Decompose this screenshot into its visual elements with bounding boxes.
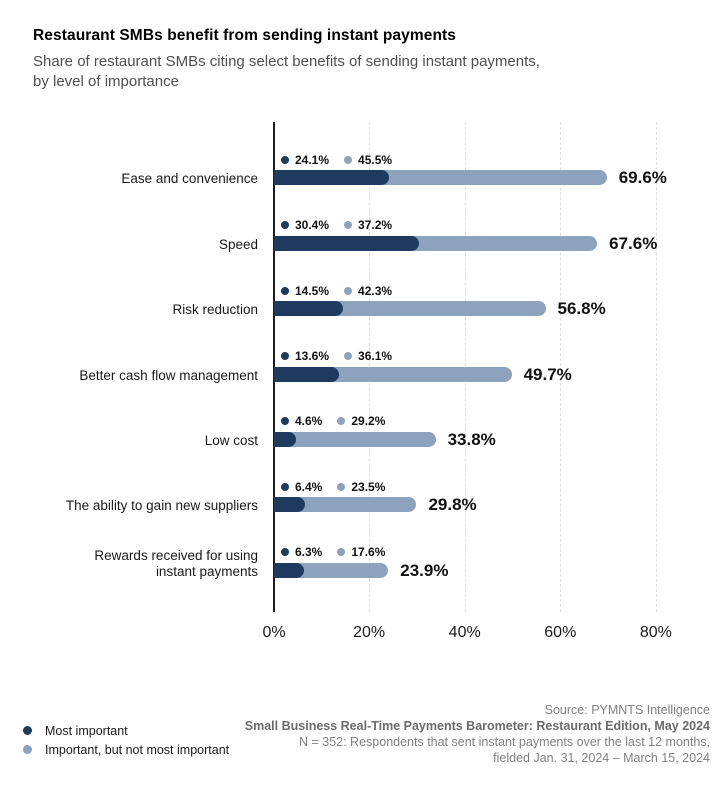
not-most-important-value: 23.5%	[351, 479, 386, 494]
category-label: Better cash flow management	[79, 367, 258, 383]
value-callouts	[281, 546, 385, 559]
source-note	[245, 703, 710, 767]
x-tick-0: 0%	[262, 624, 286, 641]
not-most-important-dot-icon	[344, 352, 352, 360]
stacked-bar	[274, 432, 436, 447]
not-most-important-value: 17.6%	[351, 545, 386, 560]
category-label: Low cost	[204, 432, 258, 448]
stacked-bar	[274, 301, 546, 316]
most-important-dot-icon	[281, 287, 289, 295]
most-important-segment	[274, 367, 339, 382]
value-callouts	[281, 284, 392, 297]
report-title-line: Small Business Real-Time Payments Barometer: Restaurant Edition, May 2024	[244, 718, 710, 733]
most-important-dot-icon	[281, 352, 289, 360]
most-important-segment	[274, 563, 304, 578]
most-important-value: 14.5%	[295, 283, 330, 298]
stacked-bar	[274, 497, 416, 512]
chart-subtitle-line2: by level of importance	[33, 72, 179, 90]
x-tick-40: 40%	[448, 624, 481, 641]
x-tick-20: 20%	[353, 624, 386, 641]
not-most-important-value: 36.1%	[358, 349, 393, 364]
value-callouts	[281, 219, 392, 232]
total-value: 67.6%	[609, 233, 658, 253]
category-label: Ease and convenience	[121, 171, 258, 187]
most-important-value: 6.3%	[295, 545, 323, 560]
fielded-dates-line: fielded Jan. 31, 2024 – March 15, 2024	[493, 750, 710, 765]
category-label: The ability to gain new suppliers	[65, 498, 258, 514]
chart-subtitle	[33, 52, 540, 91]
not-most-important-dot-icon	[337, 548, 345, 556]
chart-row	[0, 512, 725, 580]
category-label: Speed	[218, 236, 258, 252]
chart-row	[0, 185, 725, 253]
most-important-segment	[274, 497, 305, 512]
most-important-value: 6.4%	[295, 479, 323, 494]
total-value: 33.8%	[447, 429, 496, 449]
most-important-segment	[274, 301, 343, 316]
most-important-value: 4.6%	[295, 414, 323, 429]
legend-label-not-most-important: Important, but not most important	[45, 742, 230, 757]
x-tick-80: 80%	[639, 624, 672, 641]
chart-area	[0, 122, 725, 662]
most-important-segment	[274, 432, 296, 447]
category-label: Risk reduction	[172, 302, 258, 318]
chart-row	[0, 447, 725, 515]
total-value: 56.8%	[557, 299, 606, 319]
most-important-dot-icon	[281, 221, 289, 229]
value-callouts	[281, 350, 392, 363]
most-important-segment	[274, 170, 389, 185]
chart-subtitle-line1: Share of restaurant SMBs citing select benefits of sending instant payments,	[33, 53, 540, 70]
legend-item-not-most-important	[23, 740, 229, 759]
value-callouts	[281, 153, 392, 166]
most-important-dot-icon	[281, 548, 289, 556]
most-important-value: 24.1%	[295, 152, 330, 167]
most-important-value: 30.4%	[295, 218, 330, 233]
most-important-segment	[274, 236, 419, 251]
chart-row	[0, 316, 725, 384]
total-value: 49.7%	[523, 364, 572, 384]
not-most-important-dot-icon	[337, 483, 345, 491]
chart-row	[0, 120, 725, 188]
not-most-important-value: 42.3%	[358, 283, 393, 298]
chart-row	[0, 382, 725, 447]
chart-header	[33, 27, 540, 91]
not-most-important-dot-icon	[344, 156, 352, 164]
not-most-important-value: 45.5%	[358, 152, 393, 167]
total-value: 69.6%	[618, 168, 667, 188]
not-most-important-dot-icon	[344, 287, 352, 295]
chart-title: Restaurant SMBs benefit from sending instant payments	[33, 27, 457, 44]
stacked-bar	[274, 563, 388, 578]
value-callouts	[281, 480, 385, 493]
most-important-dot-icon	[281, 483, 289, 491]
total-value: 23.9%	[400, 560, 449, 580]
sample-size-line: N = 352: Respondents that sent instant payments over the last 12 months,	[298, 734, 710, 749]
value-callouts	[281, 415, 385, 428]
chart-row	[0, 251, 725, 319]
stacked-bar	[274, 236, 597, 251]
chart-legend	[23, 721, 229, 759]
source-line: Source: PYMNTS Intelligence	[544, 703, 710, 717]
not-most-important-dot-icon	[337, 417, 345, 425]
not-most-important-value: 29.2%	[351, 414, 386, 429]
legend-item-most-important	[23, 721, 229, 740]
most-important-dot-icon	[281, 417, 289, 425]
most-important-dot-icon	[281, 156, 289, 164]
most-important-dot-icon	[23, 726, 32, 735]
total-value: 29.8%	[428, 495, 477, 515]
not-most-important-value: 37.2%	[358, 218, 393, 233]
not-most-important-dot-icon	[344, 221, 352, 229]
not-most-important-dot-icon	[23, 745, 32, 754]
category-label: Rewards received for using instant payments	[94, 547, 258, 579]
legend-label-most-important: Most important	[45, 723, 128, 738]
most-important-value: 13.6%	[295, 349, 330, 364]
stacked-bar	[274, 367, 512, 382]
stacked-bar	[274, 170, 607, 185]
x-tick-60: 60%	[544, 624, 577, 641]
